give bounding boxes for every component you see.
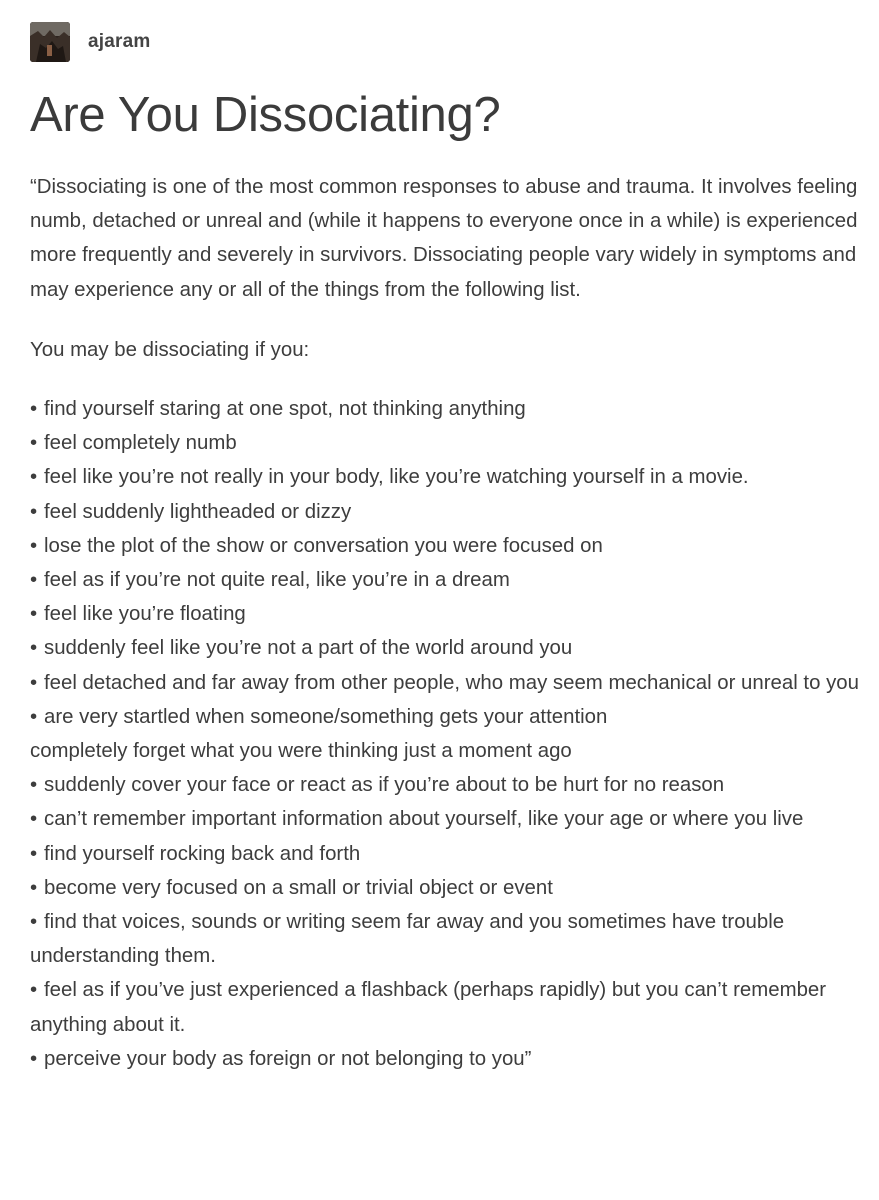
list-item	[30, 837, 860, 871]
username-link[interactable]: ajaram	[88, 31, 151, 52]
bullet-icon: •	[30, 466, 38, 489]
bullet-icon: •	[30, 398, 38, 421]
post-title: Are You Dissociating?	[30, 88, 501, 142]
bullet-icon: •	[30, 876, 38, 899]
list-item-text: completely forget what you were thinking just a moment ago	[30, 740, 572, 763]
bullet-icon: •	[30, 1047, 38, 1070]
list-item-text: feel suddenly lightheaded or dizzy	[44, 500, 352, 523]
bullet-icon: •	[30, 500, 38, 523]
list-item-text: feel completely numb	[44, 432, 237, 455]
list-item	[30, 495, 860, 529]
list-item-text: can’t remember important information about yourself, like your age or where you live	[44, 808, 804, 831]
list-item	[30, 734, 860, 768]
intro-paragraph: “Dissociating is one of the most common responses to abuse and trauma. It involves feeling numb, detached or unreal and (while it happens to everyone once in a while) is experienced more frequently and severely in survivors. Dissociating people vary widely in symptoms and may experience any or all of the things from the following list.	[30, 176, 858, 301]
list-item	[30, 700, 860, 734]
list-item-text: perceive your body as foreign or not belonging to you”	[44, 1047, 532, 1070]
post-body	[30, 170, 860, 1076]
list-item-text: feel like you’re floating	[44, 603, 246, 626]
list-item-text: suddenly cover your face or react as if you’re about to be hurt for no reason	[44, 774, 725, 797]
list-item	[30, 426, 860, 460]
bullet-icon: •	[30, 774, 38, 797]
post-header	[30, 18, 860, 66]
list-item	[30, 973, 860, 1041]
list-item	[30, 597, 860, 631]
list-item-text: feel detached and far away from other people, who may seem mechanical or unreal to you	[44, 671, 859, 694]
list-item	[30, 768, 860, 802]
list-item	[30, 392, 860, 426]
list-item-text: lose the plot of the show or conversation you were focused on	[44, 534, 603, 557]
bullet-icon: •	[30, 808, 38, 831]
bullet-icon: •	[30, 637, 38, 660]
list-item	[30, 563, 860, 597]
list-item	[30, 905, 860, 973]
list-item-text: find that voices, sounds or writing seem far away and you sometimes have trouble understanding them.	[30, 911, 785, 968]
bullet-icon: •	[30, 534, 38, 557]
list-item	[30, 529, 860, 563]
bullet-icon: •	[30, 911, 38, 934]
bullet-icon: •	[30, 671, 38, 694]
list-item	[30, 871, 860, 905]
bullet-icon: •	[30, 842, 38, 865]
list-item-text: are very startled when someone/something gets your attention	[44, 705, 608, 728]
list-item-text: feel as if you’re not quite real, like you’re in a dream	[44, 569, 510, 592]
tumblr-post	[30, 18, 860, 1076]
bullet-icon: •	[30, 569, 38, 592]
list-item-text: find yourself rocking back and forth	[44, 842, 361, 865]
avatar[interactable]	[30, 22, 70, 62]
list-item-text: feel as if you’ve just experienced a flashback (perhaps rapidly) but you can’t remember anything about it.	[30, 979, 827, 1036]
list-item-text: become very focused on a small or trivial object or event	[44, 876, 553, 899]
list-item	[30, 460, 860, 494]
list-item	[30, 666, 860, 700]
list-item-text: suddenly feel like you’re not a part of the world around you	[44, 637, 573, 660]
symptom-list	[30, 392, 860, 1076]
list-item	[30, 631, 860, 665]
bullet-icon: •	[30, 432, 38, 455]
list-lead-in: You may be dissociating if you:	[30, 338, 310, 361]
list-item-text: feel like you’re not really in your body, like you’re watching yourself in a movie.	[44, 466, 749, 489]
list-item	[30, 1042, 860, 1076]
bullet-icon: •	[30, 979, 38, 1002]
avatar-image	[30, 22, 70, 62]
bullet-icon: •	[30, 603, 38, 626]
list-item-text: find yourself staring at one spot, not thinking anything	[44, 398, 526, 421]
bullet-icon: •	[30, 705, 38, 728]
list-item	[30, 802, 860, 836]
